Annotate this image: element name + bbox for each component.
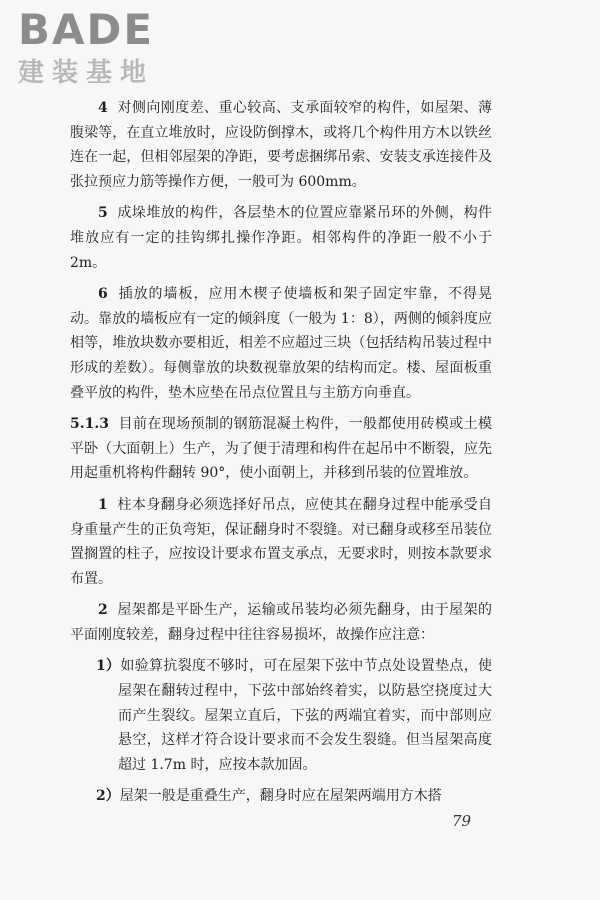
clause-6 (70, 282, 492, 405)
item-text: 柱本身翻身必须选择好吊点，应使其在翻身过程中能承受自身重量产生的正负弯矩，保证翻身时不裂缝。对已翻身或移至吊装位置搁置的柱子，应按设计要求布置支承点，无要求时，则按本款要求布置。 (70, 496, 493, 587)
clause-text: 对侧向刚度差、重心较高、支承面较窄的构件，如屋架、薄腹梁等，在直立堆放时，应设防倒撑木，或将几个构件用方木以铁丝连在一起，但相邻屋架的净距，要考虑捆绑吊索、安装支承连接件及张拉预应力筋等操作方便，一般可为 600mm。 (70, 100, 493, 190)
section-text: 目前在现场预制的钢筋混凝土构件，一般都使用砖模或土模平卧（大面朝上）生产，为了便于清理和构件在起吊中不断裂，应先用起重机将构件翻转 90°，使小面朝上，并移到吊装的位置堆放。 (70, 416, 492, 482)
subitem-2 (70, 784, 492, 809)
subitem-1 (70, 654, 492, 777)
clause-5 (70, 201, 492, 275)
item-text: 屋架都是平卧生产，运输或吊装均必须先翻身，由于屋架的平面刚度较差，翻身过程中往往容易损坏，故操作应注意： (70, 602, 493, 643)
clause-text: 插放的墙板，应用木楔子使墙板和架子固定牢靠，不得晃动。靠放的墙板应有一定的倾斜度（一般为 1：8），两侧的倾斜度应相等，堆放块数亦要相近，相差不应超过三块（包括结构吊装过程中形成的差数）。每侧靠放的块数视靠放架的结构而定。楼、屋面板重叠平放的构件，垫木应垫在吊点位置且与主筋方向垂直。 (70, 286, 493, 401)
logo-wordmark: BADE (18, 5, 155, 54)
section-5-1-3 (70, 412, 492, 486)
clause-number: 6 (98, 286, 108, 303)
clause-number: 5 (98, 205, 108, 222)
section-number: 5.1.3 (70, 416, 109, 433)
publisher-logo (18, 5, 155, 88)
clause-text: 成垛堆放的构件，各层垫木的位置应靠紧吊环的外侧，构件堆放应有一定的挂钩绑扎操作净距。相邻构件的净距一般不小于 2m。 (70, 205, 493, 271)
page-number: 79 (452, 812, 472, 830)
subitem-text: 屋架一般是重叠生产，翻身时应在屋架两端用方木搭 (119, 788, 442, 805)
clause-number: 4 (98, 100, 108, 116)
subitem-number: 1） (96, 658, 121, 675)
subitem-text: 如验算抗裂度不够时，可在屋架下弦中节点处设置垫点，使屋架在翻转过程中，下弦中部始终着实，以防悬空挠度过大而产生裂纹。屋架立直后，下弦的两端宜着实，而中部则应悬空，这样才符合设计要求而不会发生裂缝。但当屋架高度超过 1.7m 时，应按本款加固。 (118, 658, 492, 773)
item-2 (70, 598, 492, 647)
item-1 (70, 493, 492, 591)
clause-4 (70, 96, 492, 194)
page-body (70, 96, 492, 816)
logo-chinese-name: 建装基地 (18, 58, 155, 88)
item-number: 1 (98, 496, 108, 513)
item-number: 2 (98, 602, 108, 619)
subitem-number: 2） (96, 788, 120, 805)
